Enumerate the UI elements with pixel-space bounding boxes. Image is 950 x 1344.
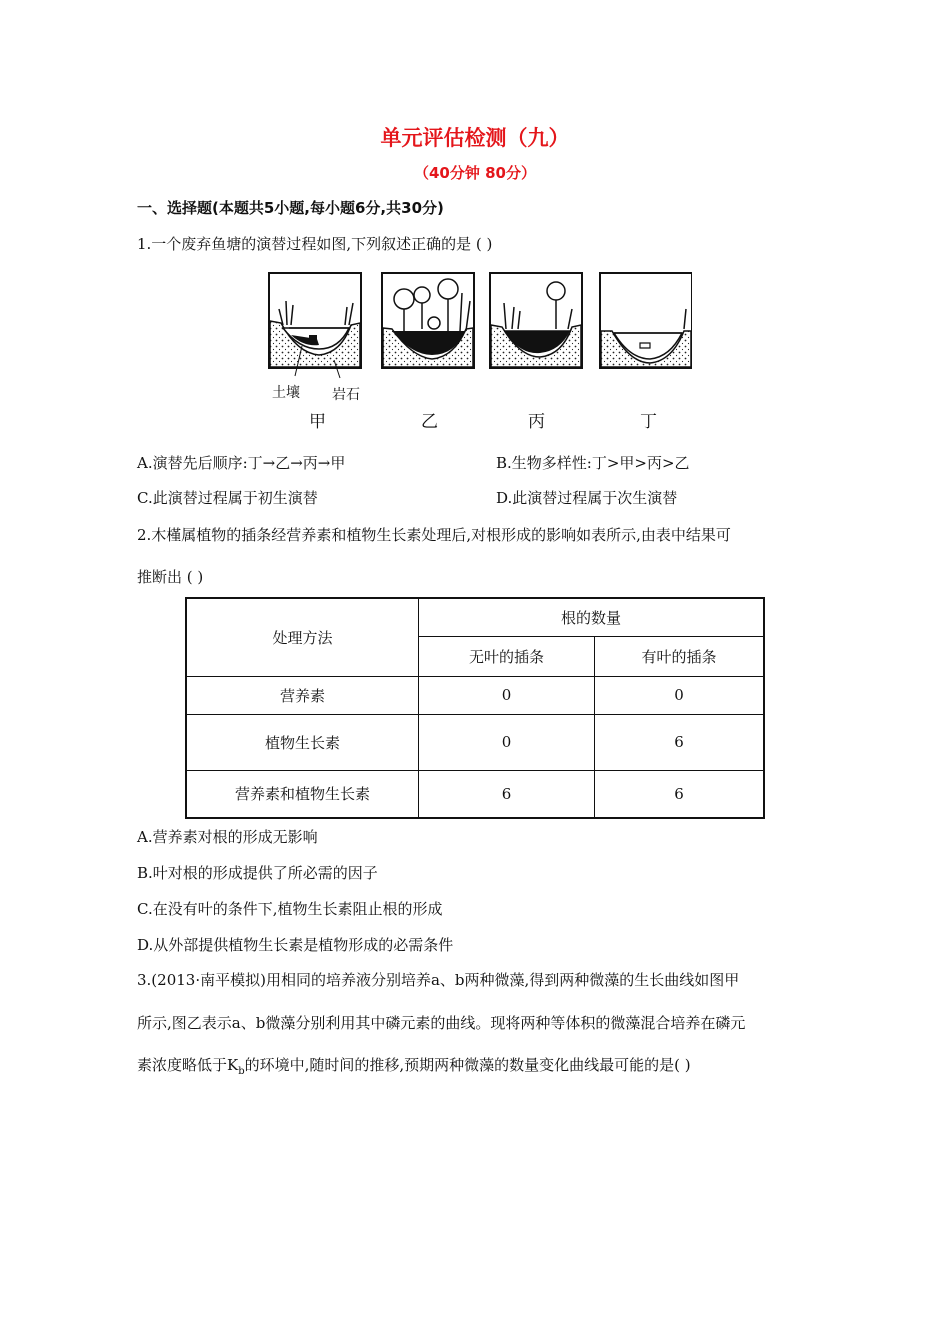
question-3-line2: 所示,图乙表示a、b微藻分别利用其中磷元素的曲线。现将两种等体积的微藻混合培养在磷元 — [137, 1014, 746, 1032]
table-header-noleaf: 无叶的插条 — [419, 636, 595, 676]
results-table — [185, 597, 765, 819]
panel-ding-drawing — [600, 273, 692, 368]
succession-figure — [262, 268, 692, 437]
table-cell-method: 营养素 — [186, 676, 419, 714]
table-cell-method: 植物生长素 — [186, 714, 419, 770]
table-cell-leaf: 0 — [595, 676, 765, 714]
panel-jia-drawing — [269, 273, 361, 368]
q3-line3-subscript: b — [238, 1066, 245, 1077]
q1-option-d: D.此演替过程属于次生演替 — [496, 489, 678, 507]
panel-yi-drawing — [382, 273, 474, 368]
q2-option-a: A.营养素对根的形成无影响 — [137, 828, 318, 846]
panel-bing-drawing — [490, 273, 582, 368]
table-header-roots: 根的数量 — [419, 598, 765, 636]
q1-option-b: B.生物多样性:丁>甲>丙>乙 — [496, 454, 690, 472]
table-cell-noleaf: 0 — [419, 714, 595, 770]
question-2-stem-line2: 推断出 ( ) — [137, 568, 204, 586]
label-rock: 岩石 — [332, 387, 360, 403]
table-row — [186, 676, 764, 714]
question-3-line1: 3.(2013·南平模拟)用相同的培养液分别培养a、b两种微藻,得到两种微藻的生长曲线如图甲 — [137, 971, 740, 989]
panel-label-jia: 甲 — [309, 412, 326, 432]
panel-label-ding: 丁 — [640, 412, 657, 432]
panel-label-bing: 丙 — [528, 412, 545, 432]
q2-option-d: D.从外部提供植物生长素是植物形成的必需条件 — [137, 936, 454, 954]
question-3-line3 — [137, 1054, 691, 1077]
page-title: 单元评估检测（九） — [380, 126, 570, 150]
question-2-stem-line1: 2.木槿属植物的插条经营养素和植物生长素处理后,对根形成的影响如表所示,由表中结果可 — [137, 526, 731, 544]
table-cell-leaf: 6 — [595, 770, 765, 818]
table-cell-leaf: 6 — [595, 714, 765, 770]
table-header-leaf: 有叶的插条 — [595, 636, 765, 676]
section-heading: 一、选择题(本题共5小题,每小题6分,共30分) — [137, 199, 444, 217]
q2-option-c: C.在没有叶的条件下,植物生长素阻止根的形成 — [137, 900, 443, 918]
table-cell-noleaf: 6 — [419, 770, 595, 818]
table-header-method: 处理方法 — [186, 598, 419, 676]
q1-option-a: A.演替先后顺序:丁→乙→丙→甲 — [137, 454, 346, 472]
table-cell-method: 营养素和植物生长素 — [186, 770, 419, 818]
page-subtitle: （40分钟 80分） — [414, 164, 536, 182]
table-cell-noleaf: 0 — [419, 676, 595, 714]
table-row — [186, 770, 764, 818]
table-row — [186, 714, 764, 770]
q2-option-b: B.叶对根的形成提供了所必需的因子 — [137, 864, 378, 882]
label-soil: 土壤 — [272, 385, 300, 401]
panel-label-yi: 乙 — [421, 412, 438, 432]
q1-option-c: C.此演替过程属于初生演替 — [137, 489, 318, 507]
q3-line3-pre: 素浓度略低于K — [137, 1056, 239, 1074]
q3-line3-post: 的环境中,随时间的推移,预期两种微藻的数量变化曲线最可能的是( ) — [244, 1056, 691, 1074]
question-1-stem: 1.一个废弃鱼塘的演替过程如图,下列叙述正确的是 ( ) — [137, 235, 493, 253]
